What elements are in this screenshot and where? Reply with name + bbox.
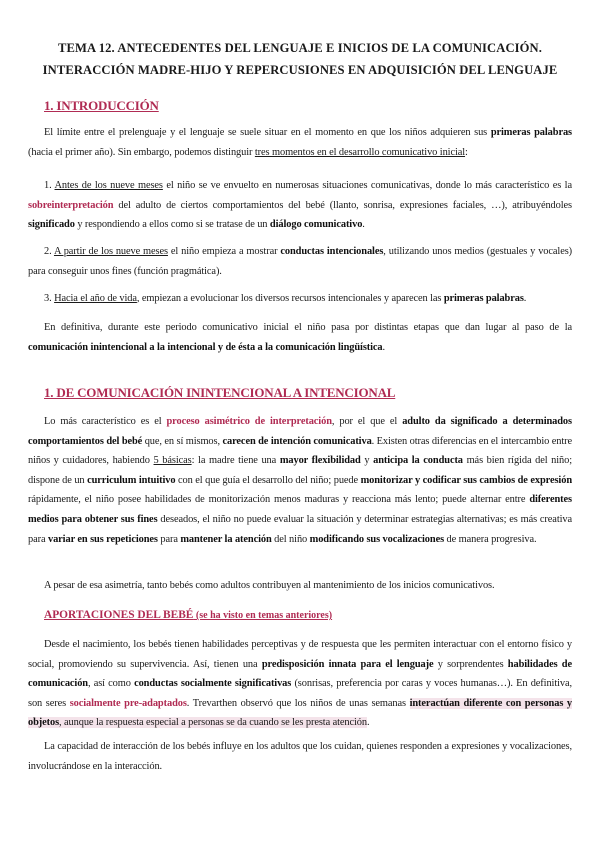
asymmetry-conclusion-paragraph: A pesar de esa asimetría, tanto bebés como adultos contribuyen al mantenimiento de los inicios comunicativos. bbox=[44, 580, 495, 591]
title-line-2: INTERACCIÓN MADRE-HIJO Y REPERCUSIONES EN ADQUISICIÓN DEL LENGUAJE bbox=[42, 63, 558, 77]
subheading-aportaciones-bebe: APORTACIONES DEL BEBÉ (se ha visto en temas anteriores) bbox=[44, 609, 333, 621]
intro-conclusion-paragraph: En definitiva, durante este periodo comunicativo inicial el niño pasa por distintas etapas que dan lugar al paso de la comunicación inintencional a la intencional y de ésta a la comunicación lingüística. bbox=[28, 322, 572, 353]
section-heading-introduccion: 1. INTRODUCCIÓN bbox=[44, 98, 159, 113]
title-line-1: TEMA 12. ANTECEDENTES DEL LENGUAJE E INICIOS DE LA COMUNICACIÓN. bbox=[57, 41, 542, 55]
document-title bbox=[28, 40, 572, 78]
section-heading-intencional: 1. DE COMUNICACIÓN ININTENCIONAL A INTENCIONAL bbox=[44, 385, 396, 400]
intro-paragraph: El límite entre el prelenguaje y el lenguaje se suele situar en el momento en que los niños adquieren sus primeras palabras (hacia el primer año). Sin embargo, podemos distinguir tres momentos en el desarrollo comunicativo inicial: bbox=[28, 127, 572, 158]
baby-contributions-paragraph: Desde el nacimiento, los bebés tienen habilidades perceptivas y de respuesta que les permiten interactuar con el entorno físico y social, promoviendo su supervivencia. Así, tienen una predisposición innata para el lenguaje y sorprendentes habilidades de comunicación, así como conductas socialmente significativas (sonrisas, preferencia por caras y voces humanas…). En definitiva, son seres socialmente pre-adaptados. Trevarthen observó que los niños de unas semanas interactúan diferente con personas y objetos, aunque la respuesta especial a personas se da cuando se les presta atención. bbox=[28, 639, 573, 729]
asymmetry-paragraph: Lo más característico es el proceso asimétrico de interpretación, por el que el adulto da significado a determinados comportamientos del bebé que, en sí mismos, carecen de intención comunicativa. Existen otras diferencias en el intercambio entre niños y cuidadores, habiendo 5 básicas: la madre tiene una mayor flexibilidad y anticipa la conducta más bien rígida del niño; dispone de un curriculum intuitivo con el que guía el desarrollo del niño; puede monitorizar y codificar sus cambios de expresión rápidamente, el niño posee habilidades de monitorización menos maduras y reacciona más lento; puede alternar entre diferentes medios para obtener sus fines deseados, el niño no puede evaluar la situación y determinar estrategias alternativas; es más creativa para variar en sus repeticiones para mantener la atención del niño modificando sus vocalizaciones de manera progresiva. bbox=[28, 416, 573, 545]
list-item-1: 1. Antes de los nueve meses el niño se ve envuelto en numerosas situaciones comunicativas, donde lo más característico es la sobreinterpretación del adulto de ciertos comportamientos del bebé (llanto, sonrisa, expresiones faciales, …), atribuyéndoles significado y respondiendo a ellos como si se tratase de un diálogo comunicativo. bbox=[28, 180, 572, 231]
list-item-3: 3. Hacia el año de vida, empiezan a evolucionar los diversos recursos intencionales y aparecen las primeras palabras. bbox=[44, 293, 527, 304]
list-item-2: 2. A partir de los nueve meses el niño empieza a mostrar conductas intencionales, utilizando unos medios (gestuales y vocales) para conseguir unos fines (función pragmática). bbox=[28, 246, 573, 277]
interaction-capacity-paragraph: La capacidad de interacción de los bebés influye en los adultos que los cuidan, quienes responden a expresiones y vocalizaciones, involucrándose en la interacción. bbox=[28, 741, 572, 772]
